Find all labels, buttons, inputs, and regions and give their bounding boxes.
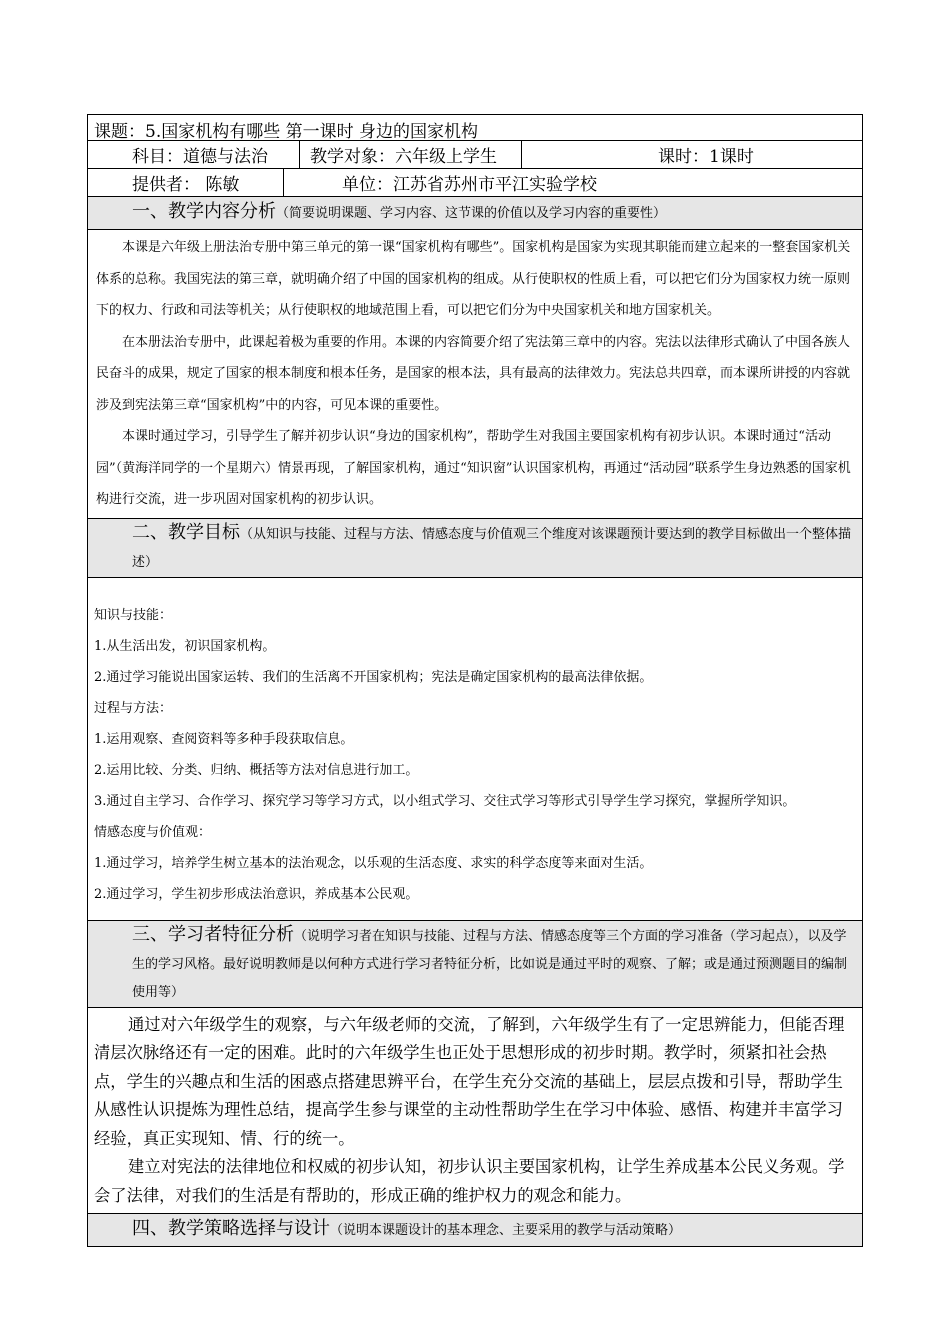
objective-line: 情感态度与价值观： xyxy=(94,824,212,840)
section2-title: 二、教学目标 xyxy=(132,521,240,543)
hours-text: 课时：1课时 xyxy=(658,147,754,167)
objective-line: 2.通过学习，学生初步形成法治意识，养成基本公民观。 xyxy=(94,886,419,902)
audience-text: 教学对象：六年级上学生 xyxy=(310,147,497,167)
objective-line: 3.通过自主学习、合作学习、探究学习等学习方式，以小组式学习、交往式学习等形式引导学生学习探究，掌握所学知识。 xyxy=(94,793,796,809)
section1-paragraph: 本课时通过学习，引导学生了解并初步认识“身边的国家机构”，帮助学生对我国主要国家机构有初步认识。本课时通过“活动园”（黄海洋同学的一个星期六）情景再现，了解国家机构，通过“知识窗”认识国家机构，再通过“活动园”联系学生身边熟悉的国家机构进行交流，进一步巩固对国家机构的初步认识。 xyxy=(96,429,851,507)
hours-cell xyxy=(522,141,862,168)
section4-title: 四、教学策略选择与设计 xyxy=(132,1218,330,1239)
section1-heading xyxy=(87,196,863,229)
section3-heading xyxy=(87,920,863,1007)
subject-row xyxy=(87,140,863,168)
objective-line: 知识与技能： xyxy=(94,607,173,623)
unit-text: 单位：江苏省苏州市平江实验学校 xyxy=(342,175,597,195)
section4-note: （说明本课题设计的基本理念、主要采用的教学与活动策略） xyxy=(330,1223,682,1238)
provider-cell xyxy=(88,169,284,196)
subject-cell xyxy=(88,141,300,168)
section3-note: （说明学习者在知识与技能、过程与方法、情感态度等三个方面的学习准备（学习起点），以及学生的学习风格。最好说明教师是以何种方式进行学习者特征分析，比如说是通过平时的观察、了解；或是通过预测题目的编制使用等） xyxy=(132,928,848,1000)
section2-content xyxy=(87,577,863,920)
lesson-title-row xyxy=(87,114,863,140)
section4-heading xyxy=(87,1213,863,1247)
lesson-title: 课题：5.国家机构有哪些 第一课时 身边的国家机构 xyxy=(94,122,479,142)
section1-paragraph: 本课是六年级上册法治专册中第三单元的第一课“国家机构有哪些”。国家机构是国家为实现其职能而建立起来的一整套国家机关体系的总称。我国宪法的第三章，就明确介绍了中国的国家机构的组成。从行使职权的性质上看，可以把它们分为国家权力统一原则下的权力、行政和司法等机关；从行使职权的地域范围上看，可以把它们分为中央国家机关和地方国家机关。 xyxy=(96,240,851,318)
provider-text: 提供者： 陈敏 xyxy=(132,175,240,195)
subject-text: 科目：道德与法治 xyxy=(132,147,268,167)
objective-line: 2.通过学习能说出国家运转、我们的生活离不开国家机构；宪法是确定国家机构的最高法律依据。 xyxy=(94,669,653,685)
objective-line: 过程与方法： xyxy=(94,700,173,716)
audience-cell xyxy=(300,141,522,168)
section3-title: 三、学习者特征分析 xyxy=(132,923,294,945)
section1-content xyxy=(87,229,863,518)
section3-paragraph: 建立对宪法的法律地位和权威的初步认知，初步认识主要国家机构，让学生养成基本公民义务观。学会了法律，对我们的生活是有帮助的，形成正确的维护权力的观念和能力。 xyxy=(94,1157,845,1205)
section2-heading xyxy=(87,518,863,577)
section1-title: 一、教学内容分析 xyxy=(132,201,276,222)
objective-line: 1.通过学习，培养学生树立基本的法治观念，以乐观的生活态度、求实的科学态度等来面对生活。 xyxy=(94,855,653,871)
objective-line: 2.运用比较、分类、归纳、概括等方法对信息进行加工。 xyxy=(94,762,419,778)
section1-note: （简要说明课题、学习内容、这节课的价值以及学习内容的重要性） xyxy=(276,206,667,221)
lesson-plan-table xyxy=(87,114,863,1247)
provider-row xyxy=(87,168,863,196)
section3-paragraph: 通过对六年级学生的观察，与六年级老师的交流，了解到，六年级学生有了一定思辨能力，但能否理清层次脉络还有一定的困难。此时的六年级学生也正处于思想形成的初步时期。教学时，须紧扣社会热点，学生的兴趣点和生活的困惑点搭建思辨平台，在学生充分交流的基础上，层层点拨和引导，帮助学生从感性认识提炼为理性总结，提高学生参与课堂的主动性帮助学生在学习中体验、感悟、构建并丰富学习经验，真正实现知、情、行的统一。 xyxy=(94,1014,845,1148)
objective-line: 1.运用观察、查阅资料等多种手段获取信息。 xyxy=(94,731,354,747)
objective-line: 1.从生活出发，初识国家机构。 xyxy=(94,638,276,654)
section3-content xyxy=(87,1007,863,1214)
section1-paragraph: 在本册法治专册中，此课起着极为重要的作用。本课的内容简要介绍了宪法第三章中的内容。宪法以法律形式确认了中国各族人民奋斗的成果，规定了国家的根本制度和根本任务，是国家的根本法，具有最高的法律效力。宪法总共四章，而本课所讲授的内容就涉及到宪法第三章“国家机构”中的内容，可见本课的重要性。 xyxy=(96,334,851,413)
unit-cell xyxy=(284,169,862,196)
section2-note: （从知识与技能、过程与方法、情感态度与价值观三个维度对该课题预计要达到的教学目标做出一个整体描述） xyxy=(132,526,852,570)
